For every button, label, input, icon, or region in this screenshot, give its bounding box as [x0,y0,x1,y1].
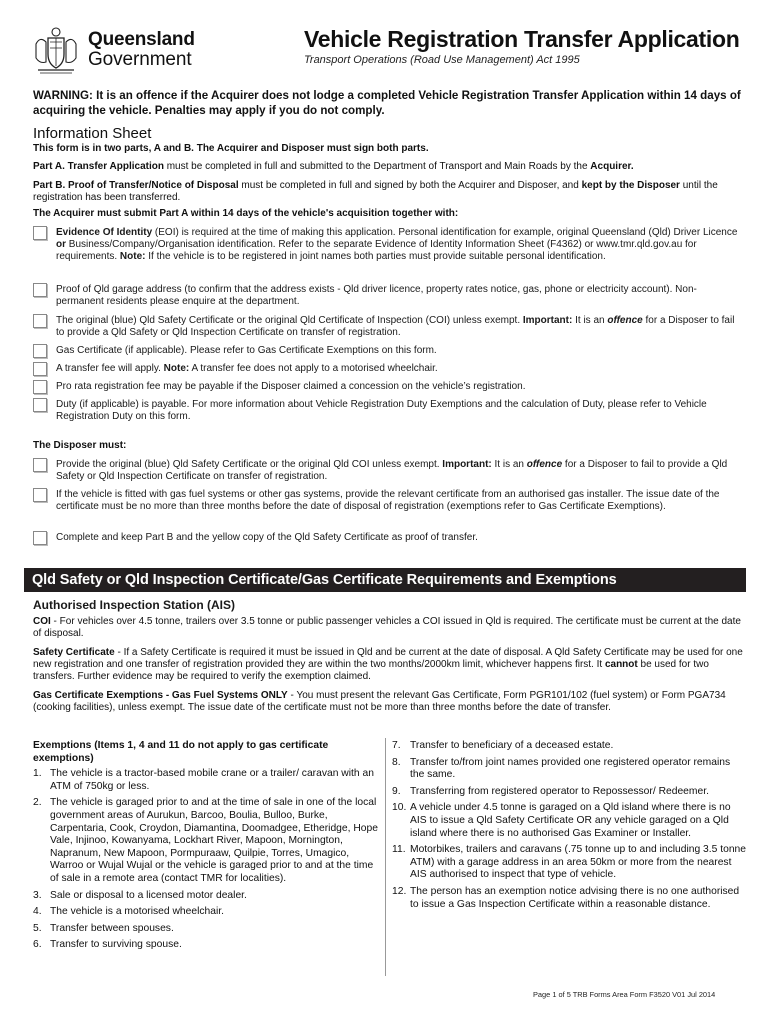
exemption-text: Sale or disposal to a licensed motor dealer. [50,889,247,901]
warning-text: WARNING: It is an offence if the Acquirer does not lodge a completed Vehicle Registration Transfer Application within 14 days of acquiring the vehicle. Penalties may apply if you do not comply. [33,89,741,117]
part-a-mid: must be completed in full and submitted to the Department of Transport and Main Roads by the [163,161,591,172]
safety-certificate-paragraph [33,647,743,684]
exemption-item [33,939,383,952]
exemptions-heading: Exemptions (Items 1, 4 and 11 do not apply to gas certificate exemptions) [33,740,329,764]
exemption-text: A vehicle under 4.5 tonne is garaged on a Qld island where there is no AIS to issue a Qld Safety Certificate OR any vehicle garaged on a Qld island where there is no authorised Gas Examiner or Installer. [410,802,731,839]
exemption-text: The vehicle is a tractor-based mobile crane or a trailer/ caravan with an ATM of 750kg or less. [50,768,374,792]
exemption-item [392,757,747,782]
checkbox[interactable] [33,226,47,240]
two-parts-text: This form is in two parts, A and B. The Acquirer and Disposer must sign both parts. [33,143,429,154]
coi-label: COI [33,616,51,627]
gas-text: - You must present the relevant Gas Certificate, Form PGR101/102 (fuel system) or Form PGA734 (cooking facilities), unless exempt. The issue date of the certificate must not be more than three months before the date of transfer. [33,690,726,714]
exemption-number: 12. [392,885,407,897]
column-divider [385,738,386,976]
eoi-text: (EOI) is required at the time of making this application. Personal identification for example, original Queensland (Qld) Driver Licence [152,227,738,238]
part-b-end: until the registration has been transferred. [33,180,718,204]
pro-rata-text: Pro rata registration fee may be payable if the Disposer claimed a concession on the vehicle’s registration. [56,381,526,392]
disposer-cert-text: Provide the original (blue) Qld Safety Certificate or the original Qld COI unless exempt. [56,459,443,470]
exemption-item [33,906,383,919]
checkbox[interactable] [33,531,47,545]
exemption-item [33,797,383,885]
part-b-label: Part B. Proof of Transfer/Notice of Disposal [33,180,239,191]
safety-cert-text3: for a Disposer to fail to provide a Qld Safety or Qld Inspection Certificate on transfer of registration. [56,315,735,339]
exemption-number: 9. [392,785,401,797]
part-b-mid: must be completed in full and signed by both the Acquirer and Disposer, and [238,180,582,191]
exemption-item [33,768,383,793]
part-b-text [33,180,743,204]
gas-cert-text: Gas Certificate (if applicable). Please refer to Gas Certificate Exemptions on this form. [56,345,437,356]
exemption-number: 5. [33,922,42,934]
disposer-cert-offence: offence [526,459,563,470]
exemption-item [392,844,747,882]
exemption-number: 8. [392,756,401,768]
exemption-text: Transfer to beneficiary of a deceased estate. [410,740,614,751]
exemptions-right-column [392,740,747,915]
section-banner: Qld Safety or Qld Inspection Certificate/Gas Certificate Requirements and Exemptions [24,568,746,592]
exemption-number: 11. [392,844,406,856]
exemption-number: 3. [33,889,42,901]
part-a-text [33,161,743,173]
disposer-cert-important: Important: [442,459,492,470]
checkbox[interactable] [33,283,47,297]
ais-heading: Authorised Inspection Station (AIS) [33,598,236,612]
exemption-text: Transfer between spouses. [50,922,174,934]
exemption-text: Transfer to surviving spouse. [50,939,182,951]
logo-line-government: Government [88,49,192,70]
exemption-number: 4. [33,906,42,918]
transfer-fee-note: Note: [163,363,190,374]
exemption-number: 1. [33,768,42,780]
disposer-keep-text: Complete and keep Part B and the yellow copy of the Qld Safety Certificate as proof of transfer. [56,532,478,543]
part-a-label: Part A. Transfer Application [33,161,164,172]
gas-exemptions-paragraph [33,690,743,714]
logo-line-queensland: Queensland [88,29,195,51]
eoi-text3: If the vehicle is to be registered in joint names both parties must provide suitable personal identification. [145,251,606,263]
eoi-note: Note: [119,251,146,263]
disposer-cert-text2: It is an [491,459,527,470]
exemption-text: The vehicle is a motorised wheelchair. [50,906,224,918]
coi-paragraph [33,616,743,640]
duty-text: Duty (if applicable) is payable. For more information about Vehicle Registration Duty Exemptions and the calculation of Duty, please refer to Vehicle Registration Duty on this form. [56,399,707,423]
gas-label: Gas Certificate Exemptions - Gas Fuel Systems ONLY [33,690,288,701]
coat-of-arms-icon [30,24,82,76]
queensland-government-logo [30,24,210,76]
transfer-fee-text: A transfer fee will apply. [56,363,164,374]
page-title: Vehicle Registration Transfer Application [304,26,740,52]
exemption-item [392,802,747,840]
checkbox[interactable] [33,488,47,502]
disposer-cert-text3: for a Disposer to fail to provide a Qld Safety or Qld Inspection Certificate on transfer of registration. [56,459,728,483]
part-a-who: Acquirer. [590,161,634,172]
safety-cert-offence: offence [607,315,643,326]
checkbox[interactable] [33,380,47,394]
page-footer: Page 1 of 5 TRB Forms Area Form F3520 V01 Jul 2014 [533,990,716,999]
exemption-item [33,923,383,936]
safety-cert-text: The original (blue) Qld Safety Certificate or the original Qld Certificate of Inspection (COI) unless exempt. [56,315,523,326]
safety-label: Safety Certificate [33,647,115,658]
safety-cert-text2: It is an [572,315,608,326]
page-subtitle: Transport Operations (Road Use Management) Act 1995 [304,54,580,66]
checkbox[interactable] [33,344,47,358]
checkbox[interactable] [33,458,47,472]
safety-cannot: cannot [604,659,638,671]
exemption-number: 6. [33,939,42,951]
exemption-text: Transfer to/from joint names provided one registered operator remains the same. [410,756,731,781]
part-b-kept: kept by the Disposer [581,180,680,191]
exemptions-left-column [33,740,383,956]
disposer-heading: The Disposer must: [33,440,127,451]
exemption-item [392,886,747,911]
eoi-label: Evidence Of Identity [56,227,153,238]
exemption-item [392,786,747,799]
safety-text: - If a Safety Certificate is required it must be issued in Qld and be current at the date of disposal. A Qld Safety Certificate may be used for one new registration and one transfer of registration provided they are within the two months/2000km limit, whichever happens first. It [33,647,743,671]
garage-address-text: Proof of Qld garage address (to confirm that the address exists - Qld driver licence, property rates notice, gas, phone or electricity account). Non-permanent residents please enquire at the department. [56,284,697,308]
transfer-fee-text2: A transfer fee does not apply to a motorised wheelchair. [189,363,438,374]
checkbox[interactable] [33,314,47,328]
information-sheet-heading: Information Sheet [33,125,152,142]
safety-cert-important: Important: [522,315,573,326]
exemption-text: Motorbikes, trailers and caravans (.75 tonne up to and including 3.5 tonne ATM) with a garage address in an area 50km or more from the nearest AIS authorised to inspect that type of vehicle. [410,844,747,881]
checkbox[interactable] [33,362,47,376]
exemption-text: Transferring from registered operator to Repossessor/ Redeemer. [410,785,709,797]
exemption-text: The vehicle is garaged prior to and at the time of sale in one of the local government areas of Aurukun, Barcoo, Boulia, Bulloo, Burke, Carpentaria, Cook, Croydon, Diamantina, Doomadgee, Etheridge, Hope Vale, Injinoo, Kowanyama, Lockhart River, Mapoon, Mornington, Napranum, New Mapoon, Pormpuraaw, Quilpie, Torres, Umagico, Warroo or Wujal Wujal or the vehicle is garaged prior to and at the time of sale in a remote area (contact TMR for localities). [50,797,378,884]
exemption-number: 7. [392,740,401,751]
exemption-item [33,890,383,903]
checkbox[interactable] [33,398,47,412]
coi-text: - For vehicles over 4.5 tonne, trailers over 3.5 tonne or public passenger vehicles a COI issued in Qld is required. The certificate must be current at the date of disposal. [33,616,741,640]
disposer-gas-text: If the vehicle is fitted with gas fuel systems or other gas systems, provide the relevant certificate from an authorised gas installer. The issue date of the certificate must be no more than three months before the date of disposal of registration (exemptions refer to Gas Certificate Exemptions). [56,489,720,513]
exemption-number: 2. [33,797,42,809]
exemption-item [392,740,747,753]
acquirer-must-text: The Acquirer must submit Part A within 14 days of the vehicle's acquisition together with: [33,208,459,219]
exemption-text: The person has an exemption notice advising there is no one authorised to issue a Gas Inspection Certificate within a reasonable distance. [410,885,740,910]
eoi-or: or [56,239,66,251]
eoi-text2: Business/Company/Organisation identification. Refer to the separate Evidence of Identity Information Sheet (F4362) or www.tmr.qld.gov.au for requirements. [56,239,697,263]
safety-end: be used for two transfers. Further evidence may be required to verify the exemption claimed. [33,659,709,683]
exemption-number: 10. [392,802,407,814]
